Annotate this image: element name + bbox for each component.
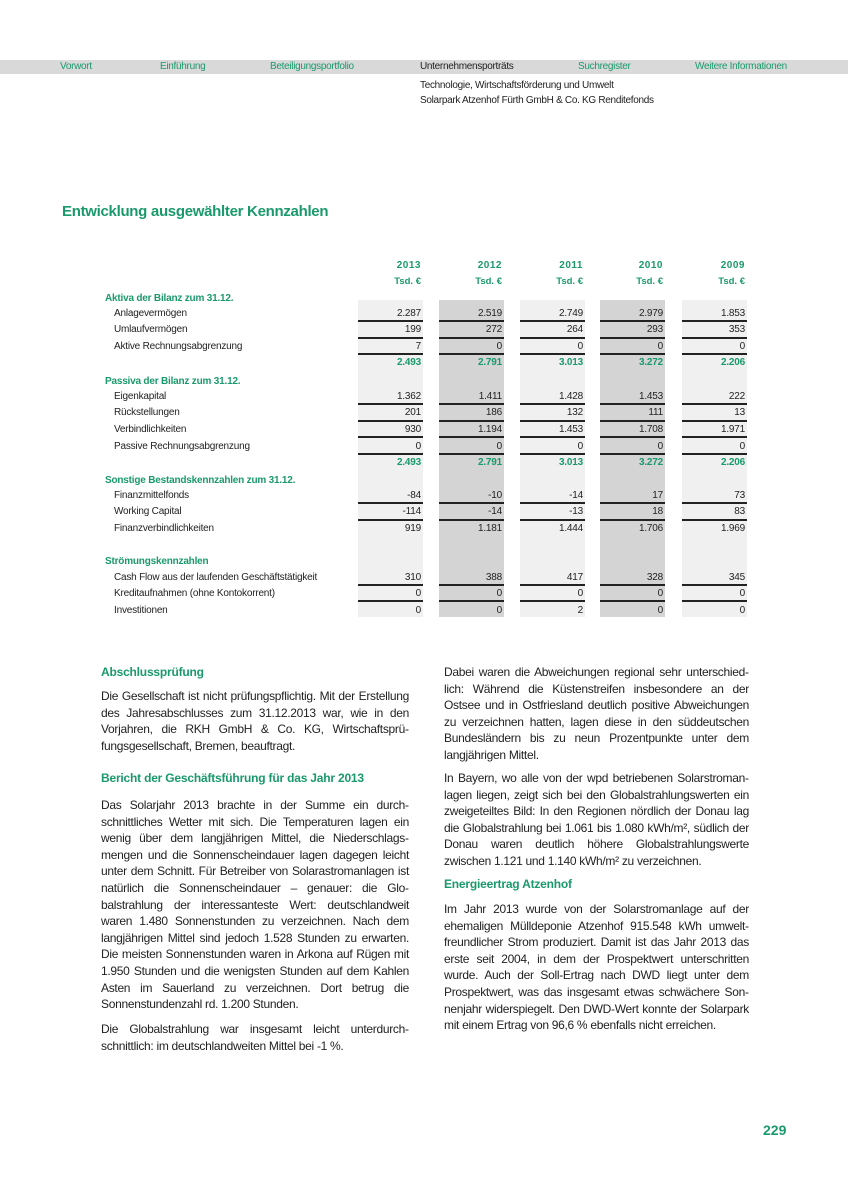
table-cell: 186 bbox=[485, 407, 502, 418]
table-cell: 272 bbox=[485, 324, 502, 335]
table-cell: 2.287 bbox=[396, 308, 421, 319]
paragraph-abschlusspruefung: Die Gesellschaft ist nicht prüfungspflichtig. Mit der Erstellung des Jahresabschlusses zum 31.12.2013 war, wie in den Vorjahren, die RKH GmbH & Co. KG, Wirtschaftsprüfungsgesellschaft, Bremen, beauftragt. bbox=[101, 689, 409, 753]
total-cell: 2.493 bbox=[396, 457, 421, 468]
table-cell: 0 bbox=[739, 588, 745, 599]
row-divider bbox=[520, 519, 585, 521]
table-cell: 0 bbox=[657, 441, 663, 452]
row-label: Rückstellungen bbox=[114, 407, 180, 418]
table-cell: 7 bbox=[415, 341, 421, 352]
table-cell: 310 bbox=[404, 572, 421, 583]
section-title-aktiva: Aktiva der Bilanz zum 31.12. bbox=[105, 293, 234, 304]
row-divider bbox=[682, 584, 747, 586]
table-cell: 201 bbox=[404, 407, 421, 418]
unit-header: Tsd. € bbox=[475, 276, 502, 287]
paragraph-bericht-1: Das Solarjahr 2013 brachte in der Summe ein durchschnittliches Wetter mit sich. Die Temperaturen lagen ein wenig über dem langjährigen Mittel, die Niederschlagsmengen und die Sonnenscheindauer lagen dagegen leicht unter dem Schnitt. Für Betreiber von Solarastromanlagen ist natürlich die Sonnenscheindauer – genauer: die Globalstrahlung der interessanteste Wert: deutschlandweit waren 1.480 Sonnenstunden zu verzeichnen. Nach dem langjährigen Mittel sind jedoch 1.528 Stunden zu erwarten. Die meisten Sonnenstunden waren in Arkona auf Rügen mit 1.950 Stunden und die wenigsten Stunden auf dem Kahlen Asten im Sauerland zu verzeichnen. Dort betrug die Sonnenstundenzahl rd. 1.200 Stunden. bbox=[101, 798, 409, 1012]
table-cell: 1.969 bbox=[720, 523, 745, 534]
row-divider bbox=[358, 600, 423, 602]
table-cell: 264 bbox=[566, 324, 583, 335]
table-cell: 293 bbox=[646, 324, 663, 335]
row-divider bbox=[682, 600, 747, 602]
row-divider bbox=[358, 584, 423, 586]
unit-header: Tsd. € bbox=[636, 276, 663, 287]
breadcrumb-category: Technologie, Wirtschaftsförderung und Umwelt bbox=[420, 80, 614, 91]
row-divider bbox=[358, 453, 423, 455]
table-cell: 222 bbox=[728, 391, 745, 402]
row-label: Investitionen bbox=[114, 605, 168, 616]
row-divider bbox=[682, 453, 747, 455]
table-cell: 0 bbox=[415, 441, 421, 452]
row-divider bbox=[600, 453, 665, 455]
row-divider bbox=[520, 353, 585, 355]
row-label: Anlagevermögen bbox=[114, 308, 187, 319]
paragraph-abweichungen: Dabei waren die Abweichungen regional sehr unterschiedlich: Während die Küstenstreifen insbesondere an der Ostsee und in Ostfriesland deutlich positive Abweichungen zu verzeichnen hatten, lagen diese in den süddeutschen Bundesländern bis zu neun Prozentpunkte unter dem langjährigen Mittel. bbox=[444, 665, 749, 762]
row-divider bbox=[600, 436, 665, 438]
row-label: Passive Rechnungsabgrenzung bbox=[114, 441, 250, 452]
table-cell: 1.181 bbox=[477, 523, 502, 534]
table-cell: 0 bbox=[657, 588, 663, 599]
row-divider bbox=[439, 320, 504, 322]
nav-suchregister[interactable]: Suchregister bbox=[578, 61, 631, 72]
row-divider bbox=[600, 600, 665, 602]
row-divider bbox=[520, 584, 585, 586]
table-cell: 0 bbox=[739, 605, 745, 616]
row-divider bbox=[682, 353, 747, 355]
row-divider bbox=[358, 436, 423, 438]
table-cell: -13 bbox=[569, 506, 583, 517]
row-divider bbox=[600, 403, 665, 405]
table-cell: 345 bbox=[728, 572, 745, 583]
table-cell: 0 bbox=[577, 588, 583, 599]
table-cell: 13 bbox=[734, 407, 745, 418]
table-cell: 2.749 bbox=[558, 308, 583, 319]
total-cell: 3.272 bbox=[638, 457, 663, 468]
total-cell: 2.791 bbox=[477, 457, 502, 468]
section-title-passiva: Passiva der Bilanz zum 31.12. bbox=[105, 376, 241, 387]
heading-bericht-geschaeftsfuehrung: Bericht der Geschäftsführung für das Jahr 2013 bbox=[101, 771, 364, 785]
row-divider bbox=[682, 403, 747, 405]
row-divider bbox=[600, 420, 665, 422]
row-divider bbox=[682, 337, 747, 339]
row-label: Cash Flow aus der laufenden Geschäftstätigkeit bbox=[114, 572, 318, 583]
table-cell: 0 bbox=[739, 441, 745, 452]
table-cell: 18 bbox=[652, 506, 663, 517]
table-cell: 1.706 bbox=[638, 523, 663, 534]
page-number: 229 bbox=[763, 1122, 787, 1138]
table-cell: -14 bbox=[569, 490, 583, 501]
row-divider bbox=[520, 403, 585, 405]
paragraph-bericht-2: Die Globalstrahlung war insgesamt leicht unterdurchschnittlich: im deutschlandweiten Mittel bei -1 %. bbox=[101, 1022, 409, 1053]
table-cell: 2.519 bbox=[477, 308, 502, 319]
row-divider bbox=[358, 403, 423, 405]
nav-weitere-informationen[interactable]: Weitere Informationen bbox=[695, 61, 787, 72]
table-cell: -10 bbox=[488, 490, 502, 501]
row-divider bbox=[600, 320, 665, 322]
year-header: 2013 bbox=[396, 260, 421, 271]
table-cell: 73 bbox=[734, 490, 745, 501]
row-divider bbox=[600, 337, 665, 339]
row-label: Kreditaufnahmen (ohne Kontokorrent) bbox=[114, 588, 275, 599]
table-cell: 2.979 bbox=[638, 308, 663, 319]
table-cell: 1.453 bbox=[558, 424, 583, 435]
table-cell: 83 bbox=[734, 506, 745, 517]
section-title-stroemung: Strömungskennzahlen bbox=[105, 556, 209, 567]
table-cell: 1.971 bbox=[720, 424, 745, 435]
table-cell: 17 bbox=[652, 490, 663, 501]
table-cell: 0 bbox=[415, 605, 421, 616]
row-divider bbox=[439, 337, 504, 339]
row-divider bbox=[682, 502, 747, 504]
row-divider bbox=[439, 502, 504, 504]
table-cell: 0 bbox=[496, 341, 502, 352]
row-divider bbox=[682, 436, 747, 438]
table-cell: 199 bbox=[404, 324, 421, 335]
table-cell: 0 bbox=[657, 605, 663, 616]
section-title-sonstige: Sonstige Bestandskennzahlen zum 31.12. bbox=[105, 475, 296, 486]
table-cell: 0 bbox=[739, 341, 745, 352]
row-label: Umlaufvermögen bbox=[114, 324, 188, 335]
table-cell: 0 bbox=[496, 605, 502, 616]
row-divider bbox=[439, 519, 504, 521]
row-divider bbox=[439, 353, 504, 355]
row-divider bbox=[358, 502, 423, 504]
paragraph-energieertrag: Im Jahr 2013 wurde von der Solarstromanlage auf der ehemaligen Mülldeponie Atzenhof 915.548 kWh umweltfreundlicher Strom produziert. Damit ist das Jahr 2013 das erste seit 2004, in dem der Prospektwert unterschritten wurde. Auch der Soll-Ertrag nach DWD liegt unter dem Prospektwert, was das insgesamt etwas schwächere Sonnenjahr widerspiegelt. Den DWD-Wert konnte der Solarpark mit einem Ertrag von 96,6 % ebenfalls nicht erreichen. bbox=[444, 902, 749, 1033]
table-cell: -14 bbox=[488, 506, 502, 517]
table-cell: 328 bbox=[646, 572, 663, 583]
table-cell: 1.411 bbox=[478, 391, 502, 402]
table-cell: 111 bbox=[648, 407, 663, 418]
table-cell: -84 bbox=[407, 490, 421, 501]
row-label: Eigenkapital bbox=[114, 391, 167, 402]
row-divider bbox=[439, 436, 504, 438]
heading-abschlusspruefung: Abschlussprüfung bbox=[101, 665, 204, 679]
row-divider bbox=[520, 600, 585, 602]
paragraph-bayern: In Bayern, wo alle von der wpd betriebenen Solarstromanlagen liegen, zeigt sich bei den Globalstrahlungswerten ein zweigeteiltes Bild: In den Regionen nördlich der Donau lag die Globalstrahlung bei 1.061 bis 1.080 kWh/m², südlich der Donau waren deutlich höhere Globalstrahlungswerte zwischen 1.121 und 1.140 kWh/m² zu verzeichnen. bbox=[444, 771, 749, 868]
table-cell: 1.362 bbox=[396, 391, 421, 402]
row-divider bbox=[439, 584, 504, 586]
table-cell: 1.444 bbox=[558, 523, 583, 534]
row-divider bbox=[682, 320, 747, 322]
table-cell: 2 bbox=[577, 605, 583, 616]
table-cell: 1.453 bbox=[638, 391, 663, 402]
table-cell: 1.708 bbox=[638, 424, 663, 435]
table-cell: 1.853 bbox=[720, 308, 745, 319]
year-header: 2009 bbox=[720, 260, 745, 271]
table-cell: 417 bbox=[566, 572, 583, 583]
page-title: Entwicklung ausgewählter Kennzahlen bbox=[62, 203, 329, 220]
total-cell: 3.013 bbox=[558, 357, 583, 368]
row-divider bbox=[600, 502, 665, 504]
total-cell: 2.791 bbox=[477, 357, 502, 368]
table-cell: 919 bbox=[404, 523, 421, 534]
table-cell: 0 bbox=[657, 341, 663, 352]
table-cell: 132 bbox=[566, 407, 583, 418]
breadcrumb-company: Solarpark Atzenhof Fürth GmbH & Co. KG Renditefonds bbox=[420, 95, 654, 106]
total-cell: 2.206 bbox=[720, 457, 745, 468]
nav-unternehmensportraets[interactable]: Unternehmensporträts bbox=[420, 61, 514, 72]
table-cell: 1.428 bbox=[558, 391, 583, 402]
row-divider bbox=[600, 519, 665, 521]
row-divider bbox=[600, 584, 665, 586]
table-cell: -114 bbox=[402, 506, 421, 517]
unit-header: Tsd. € bbox=[394, 276, 421, 287]
table-cell: 1.194 bbox=[477, 424, 502, 435]
row-divider bbox=[682, 519, 747, 521]
row-divider bbox=[358, 337, 423, 339]
total-cell: 2.206 bbox=[720, 357, 745, 368]
year-header: 2011 bbox=[559, 260, 583, 271]
table-cell: 0 bbox=[496, 588, 502, 599]
unit-header: Tsd. € bbox=[556, 276, 583, 287]
total-cell: 3.013 bbox=[558, 457, 583, 468]
year-header: 2010 bbox=[638, 260, 663, 271]
table-cell: 388 bbox=[485, 572, 502, 583]
unit-header: Tsd. € bbox=[718, 276, 745, 287]
row-divider bbox=[520, 337, 585, 339]
table-cell: 353 bbox=[728, 324, 745, 335]
row-divider bbox=[358, 353, 423, 355]
row-divider bbox=[520, 420, 585, 422]
year-header: 2012 bbox=[477, 260, 502, 271]
row-divider bbox=[682, 420, 747, 422]
table-cell: 930 bbox=[404, 424, 421, 435]
table-cell: 0 bbox=[577, 441, 583, 452]
nav-einfuehrung[interactable]: Einführung bbox=[160, 61, 206, 72]
row-divider bbox=[358, 420, 423, 422]
row-label: Verbindlichkeiten bbox=[114, 424, 187, 435]
row-divider bbox=[600, 353, 665, 355]
nav-beteiligungsportfolio[interactable]: Beteiligungsportfolio bbox=[270, 61, 354, 72]
row-label: Working Capital bbox=[114, 506, 182, 517]
row-label: Finanzmittelfonds bbox=[114, 490, 189, 501]
row-label: Finanzverbindlichkeiten bbox=[114, 523, 214, 534]
total-cell: 2.493 bbox=[396, 357, 421, 368]
table-cell: 0 bbox=[496, 441, 502, 452]
row-divider bbox=[358, 519, 423, 521]
nav-vorwort[interactable]: Vorwort bbox=[60, 61, 92, 72]
row-divider bbox=[520, 502, 585, 504]
heading-energieertrag: Energieertrag Atzenhof bbox=[444, 877, 572, 891]
row-label: Aktive Rechnungsabgrenzung bbox=[114, 341, 243, 352]
row-divider bbox=[439, 453, 504, 455]
row-divider bbox=[439, 403, 504, 405]
row-divider bbox=[439, 600, 504, 602]
total-cell: 3.272 bbox=[638, 357, 663, 368]
row-divider bbox=[520, 436, 585, 438]
row-divider bbox=[439, 420, 504, 422]
row-divider bbox=[358, 320, 423, 322]
table-cell: 0 bbox=[415, 588, 421, 599]
row-divider bbox=[520, 320, 585, 322]
row-divider bbox=[520, 453, 585, 455]
table-cell: 0 bbox=[577, 341, 583, 352]
